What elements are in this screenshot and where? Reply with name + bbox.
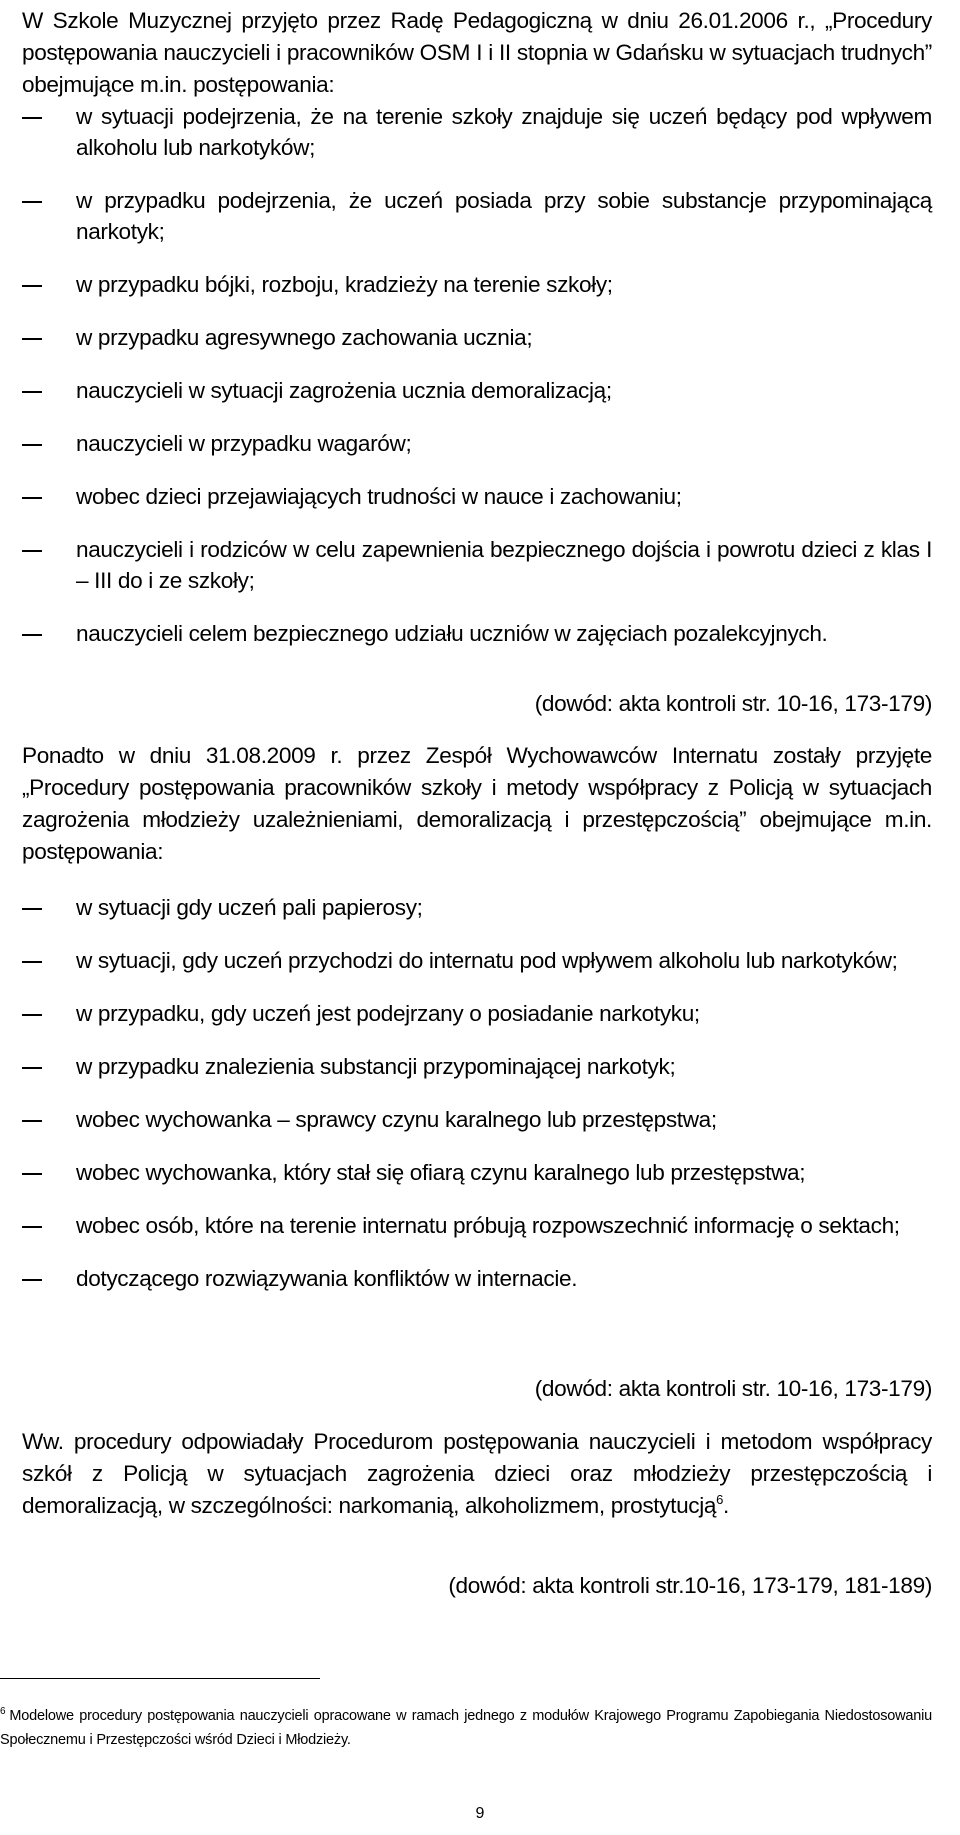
dash-bullet-icon [22, 1120, 42, 1122]
dash-bullet-icon [22, 1226, 42, 1228]
list-item [22, 1051, 932, 1082]
list-item [22, 998, 932, 1029]
list-item [22, 1104, 932, 1135]
third-paragraph [22, 1426, 932, 1522]
list-item-text: w przypadku, gdy uczeń jest podejrzany o posiadanie narkotyku; [76, 1001, 700, 1026]
dash-bullet-icon [22, 1173, 42, 1175]
list-item [22, 481, 932, 512]
list-item [22, 1157, 932, 1188]
dash-bullet-icon [22, 634, 42, 636]
list-item-text: nauczycieli w przypadku wagarów; [76, 431, 412, 456]
list-item [22, 534, 932, 596]
page-number: 9 [475, 1805, 485, 1822]
list-item-text: w sytuacji gdy uczeń pali papierosy; [76, 895, 423, 920]
list-item [22, 428, 932, 459]
dash-bullet-icon [22, 961, 42, 963]
list-item [22, 1263, 932, 1294]
footnote-reference: 6 [716, 1491, 724, 1507]
footnote [0, 1700, 932, 1752]
list-item [22, 892, 932, 923]
list-item-text: nauczycieli i rodziców w celu zapewnienia bezpiecznego dojścia i powrotu dzieci z klas I – III do i ze szkoły; [76, 537, 932, 593]
second-paragraph: Ponadto w dniu 31.08.2009 r. przez Zespół Wychowawców Internatu zostały przyjęte „Procedury postępowania pracowników szkoły i metody współpracy z Policją w sytuacjach zagrożenia młodzieży uzależnieniami, demoralizacją i przestępczością” obejmujące m.in. postępowania: [22, 742, 932, 864]
footnote-text: Modelowe procedury postępowania nauczycieli opracowane w ramach jednego z modułów Krajowego Programu Zapobiegania Niedostosowaniu Społecznemu i Przestępczości wśród Dzieci i Młodzieży. [0, 1708, 932, 1748]
list-item-text: nauczycieli w sytuacji zagrożenia ucznia demoralizacją; [76, 378, 612, 403]
list-item-text: dotyczącego rozwiązywania konfliktów w internacie. [76, 1266, 578, 1291]
dash-bullet-icon [22, 550, 42, 552]
list-item [22, 101, 932, 163]
list-item-text: wobec wychowanka, który stał się ofiarą czynu karalnego lub przestępstwa; [76, 1160, 806, 1185]
procedures-list-internat [22, 892, 932, 1316]
list-item-text: w sytuacji podejrzenia, że na terenie szkoły znajduje się uczeń będący pod wpływem alkoholu lub narkotyków; [76, 104, 932, 160]
dash-bullet-icon [22, 1279, 42, 1281]
list-item [22, 945, 932, 976]
list-item [22, 618, 932, 649]
dash-bullet-icon [22, 1067, 42, 1069]
list-item-text: wobec wychowanka – sprawcy czynu karalnego lub przestępstwa; [76, 1107, 717, 1132]
dash-bullet-icon [22, 391, 42, 393]
footnote-separator [0, 1678, 320, 1679]
dash-bullet-icon [22, 908, 42, 910]
dash-bullet-icon [22, 338, 42, 340]
dash-bullet-icon [22, 285, 42, 287]
evidence-reference-1: (dowód: akta kontroli str. 10-16, 173-179) [534, 691, 932, 716]
procedures-list-school [22, 101, 932, 671]
evidence-reference-3: (dowód: akta kontroli str.10-16, 173-179, 181-189) [448, 1573, 932, 1598]
list-item-text: wobec osób, które na terenie internatu próbują rozpowszechnić informację o sektach; [76, 1213, 900, 1238]
dash-bullet-icon [22, 1014, 42, 1016]
dash-bullet-icon [22, 444, 42, 446]
intro-paragraph: W Szkole Muzycznej przyjęto przez Radę Pedagogiczną w dniu 26.01.2006 r., „Procedury postępowania nauczycieli i pracowników OSM I i II stopnia w Gdańsku w sytuacjach trudnych” obejmujące m.in. postępowania: [22, 7, 932, 97]
list-item [22, 269, 932, 300]
list-item-text: w przypadku bójki, rozboju, kradzieży na terenie szkoły; [76, 272, 613, 297]
list-item [22, 1210, 932, 1241]
footnote-number: 6 [0, 1706, 6, 1717]
list-item [22, 375, 932, 406]
third-paragraph-end: . [723, 1492, 729, 1518]
list-item-text: w przypadku znalezienia substancji przypominającej narkotyk; [76, 1054, 676, 1079]
list-item-text: nauczycieli celem bezpiecznego udziału uczniów w zajęciach pozalekcyjnych. [76, 621, 828, 646]
dash-bullet-icon [22, 201, 42, 203]
list-item [22, 185, 932, 247]
evidence-reference-2: (dowód: akta kontroli str. 10-16, 173-179) [534, 1376, 932, 1401]
list-item-text: wobec dzieci przejawiających trudności w nauce i zachowaniu; [76, 484, 682, 509]
list-item-text: w przypadku agresywnego zachowania ucznia; [76, 325, 533, 350]
third-paragraph-text: Ww. procedury odpowiadały Procedurom postępowania nauczycieli i metodom współpracy szkół z Policją w sytuacjach zagrożenia dzieci oraz młodzieży przestępczością i demoralizacją, w szczególności: narkomanią, alkoholizmem, prostytucją [22, 1428, 932, 1518]
list-item-text: w sytuacji, gdy uczeń przychodzi do internatu pod wpływem alkoholu lub narkotyków; [76, 948, 898, 973]
dash-bullet-icon [22, 497, 42, 499]
list-item [22, 322, 932, 353]
dash-bullet-icon [22, 117, 42, 119]
list-item-text: w przypadku podejrzenia, że uczeń posiada przy sobie substancje przypominającą narkotyk; [76, 188, 932, 244]
